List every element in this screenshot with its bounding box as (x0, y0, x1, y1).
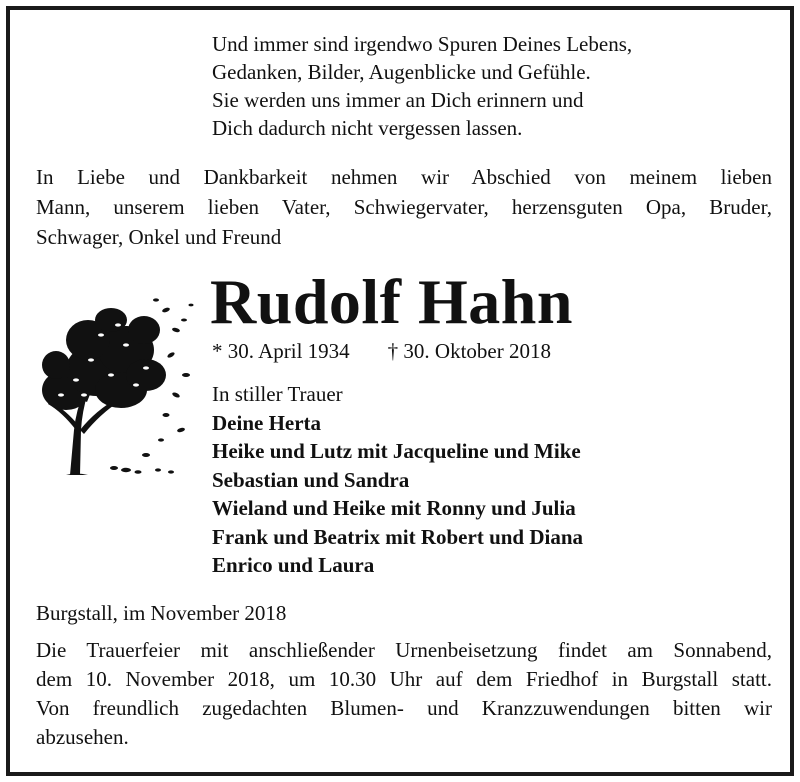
mourning-heading: In stiller Trauer (212, 382, 343, 406)
poem-line: Sie werden uns immer an Dich erinnern und (212, 88, 584, 112)
service-line: Die Trauerfeier mit anschließender Urnenbeisetzung findet am Sonnabend, (36, 638, 772, 662)
death-date: † 30. Oktober 2018 (387, 339, 551, 363)
mourner-line: Wieland und Heike mit Ronny und Julia (212, 496, 576, 520)
deceased-name: Rudolf Hahn (210, 266, 573, 337)
intro-line: Mann, unserem lieben Vater, Schwiegervater, herzensguten Opa, Bruder, (36, 195, 772, 219)
poem-line: Und immer sind irgendwo Spuren Deines Lebens, (212, 32, 633, 56)
poem-line: Gedanken, Bilder, Augenblicke und Gefühle. (212, 60, 591, 84)
service-info (36, 636, 772, 752)
intro-line: Schwager, Onkel und Freund (36, 225, 282, 249)
poem-line: Dich dadurch nicht vergessen lassen. (212, 116, 523, 140)
obituary-notice (6, 6, 794, 776)
place-date: Burgstall, im November 2018 (36, 601, 287, 625)
mourner-line: Enrico und Laura (212, 553, 375, 577)
windblown-tree-icon (26, 280, 206, 480)
mourner-line: Sebastian und Sandra (212, 467, 410, 492)
farewell-intro (36, 162, 772, 252)
mourner-line: Heike und Lutz mit Jacqueline und Mike (212, 439, 581, 463)
life-dates (212, 336, 551, 366)
service-line: Von freundlich zugedachten Blumen- und Kranzzuwendungen bitten wir (36, 696, 772, 720)
mourners-block (212, 380, 583, 580)
service-line: dem 10. November 2018, um 10.30 Uhr auf dem Friedhof in Burgstall statt. (36, 667, 772, 691)
intro-line: In Liebe und Dankbarkeit nehmen wir Abschied von meinem lieben (36, 165, 772, 189)
birth-date: * 30. April 1934 (212, 339, 350, 363)
mourner-line: Deine Herta (212, 410, 322, 435)
memorial-poem (212, 30, 632, 142)
service-line: abzusehen. (36, 725, 129, 749)
mourner-line: Frank und Beatrix mit Robert und Diana (212, 524, 584, 549)
